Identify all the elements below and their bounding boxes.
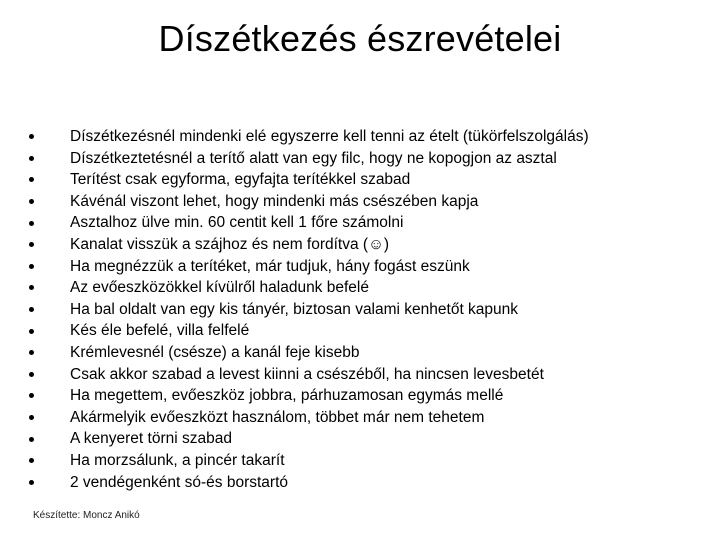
list-item-text: Csak akkor szabad a levest kiinni a csészéből, ha nincsen levesbetét [70, 365, 544, 383]
author-footer: Készítette: Moncz Anikó [33, 510, 140, 521]
list-item [26, 169, 589, 191]
bullet-icon [29, 372, 34, 377]
list-item-text: Az evőeszközökkel kívülről haladunk befelé [70, 279, 369, 297]
list-item-text: A kenyeret törni szabad [70, 430, 232, 448]
list-item-text: Ha bal oldalt van egy kis tányér, biztosan valami kenhetőt kapunk [70, 300, 519, 318]
list-item [26, 450, 589, 472]
bullet-icon [29, 177, 34, 182]
list-item [26, 234, 589, 256]
bullet-icon [29, 437, 34, 442]
list-item-text: Díszétkezésnél mindenki elé egyszerre kell tenni az ételt (tükörfelszolgálás) [70, 128, 589, 145]
list-item-text: Kés éle befelé, villa felfelé [70, 322, 250, 340]
bullet-icon [29, 393, 34, 398]
list-item-text: Ha megettem, evőeszköz jobbra, párhuzamosan egymás mellé [70, 387, 504, 405]
list-item [26, 342, 589, 364]
list-item-text: Akármelyik evőeszközt használom, többet már nem tehetem [70, 408, 485, 426]
list-item [26, 299, 589, 321]
list-item [26, 428, 589, 450]
bullet-icon [29, 199, 34, 204]
list-item [26, 256, 589, 278]
list-item [26, 472, 589, 494]
bullet-icon [29, 415, 34, 420]
bullet-list [26, 126, 589, 493]
list-item [26, 148, 589, 170]
list-item [26, 277, 589, 299]
bullet-icon [29, 307, 34, 312]
bullet-icon [29, 458, 34, 463]
list-item [26, 385, 589, 407]
list-item-text: Krémlevesnél (csésze) a kanál feje kisebb [70, 343, 360, 361]
list-item-text: Asztalhoz ülve min. 60 centit kell 1 főre számolni [70, 214, 404, 232]
list-item [26, 407, 589, 429]
list-item-text: 2 vendégenként só-és borstartó [70, 473, 288, 491]
list-item [26, 320, 589, 342]
list-item-text: Kanalat visszük a szájhoz és nem fordítva (☺) [70, 235, 390, 253]
list-item [26, 364, 589, 386]
bullet-icon [29, 156, 34, 161]
list-item [26, 191, 589, 213]
bullet-icon [29, 221, 34, 226]
bullet-icon [29, 134, 34, 139]
slide-title: Díszétkezés észrevételei [158, 18, 562, 59]
bullet-icon [29, 242, 34, 247]
bullet-icon [29, 350, 34, 355]
list-item-text: Díszétkeztetésnél a terítő alatt van egy filc, hogy ne kopogjon az asztal [70, 149, 557, 167]
list-item-text: Terítést csak egyforma, egyfajta terítékkel szabad [70, 171, 411, 189]
bullet-icon [29, 264, 34, 269]
list-item [26, 126, 589, 148]
list-item-text: Ha morzsálunk, a pincér takarít [70, 451, 285, 469]
list-item [26, 212, 589, 234]
bullet-icon [29, 480, 34, 485]
bullet-icon [29, 329, 34, 334]
list-item-text: Ha megnézzük a terítéket, már tudjuk, hány fogást eszünk [70, 257, 470, 275]
bullet-icon [29, 285, 34, 290]
list-item-text: Kávénál viszont lehet, hogy mindenki más csészében kapja [70, 192, 479, 210]
